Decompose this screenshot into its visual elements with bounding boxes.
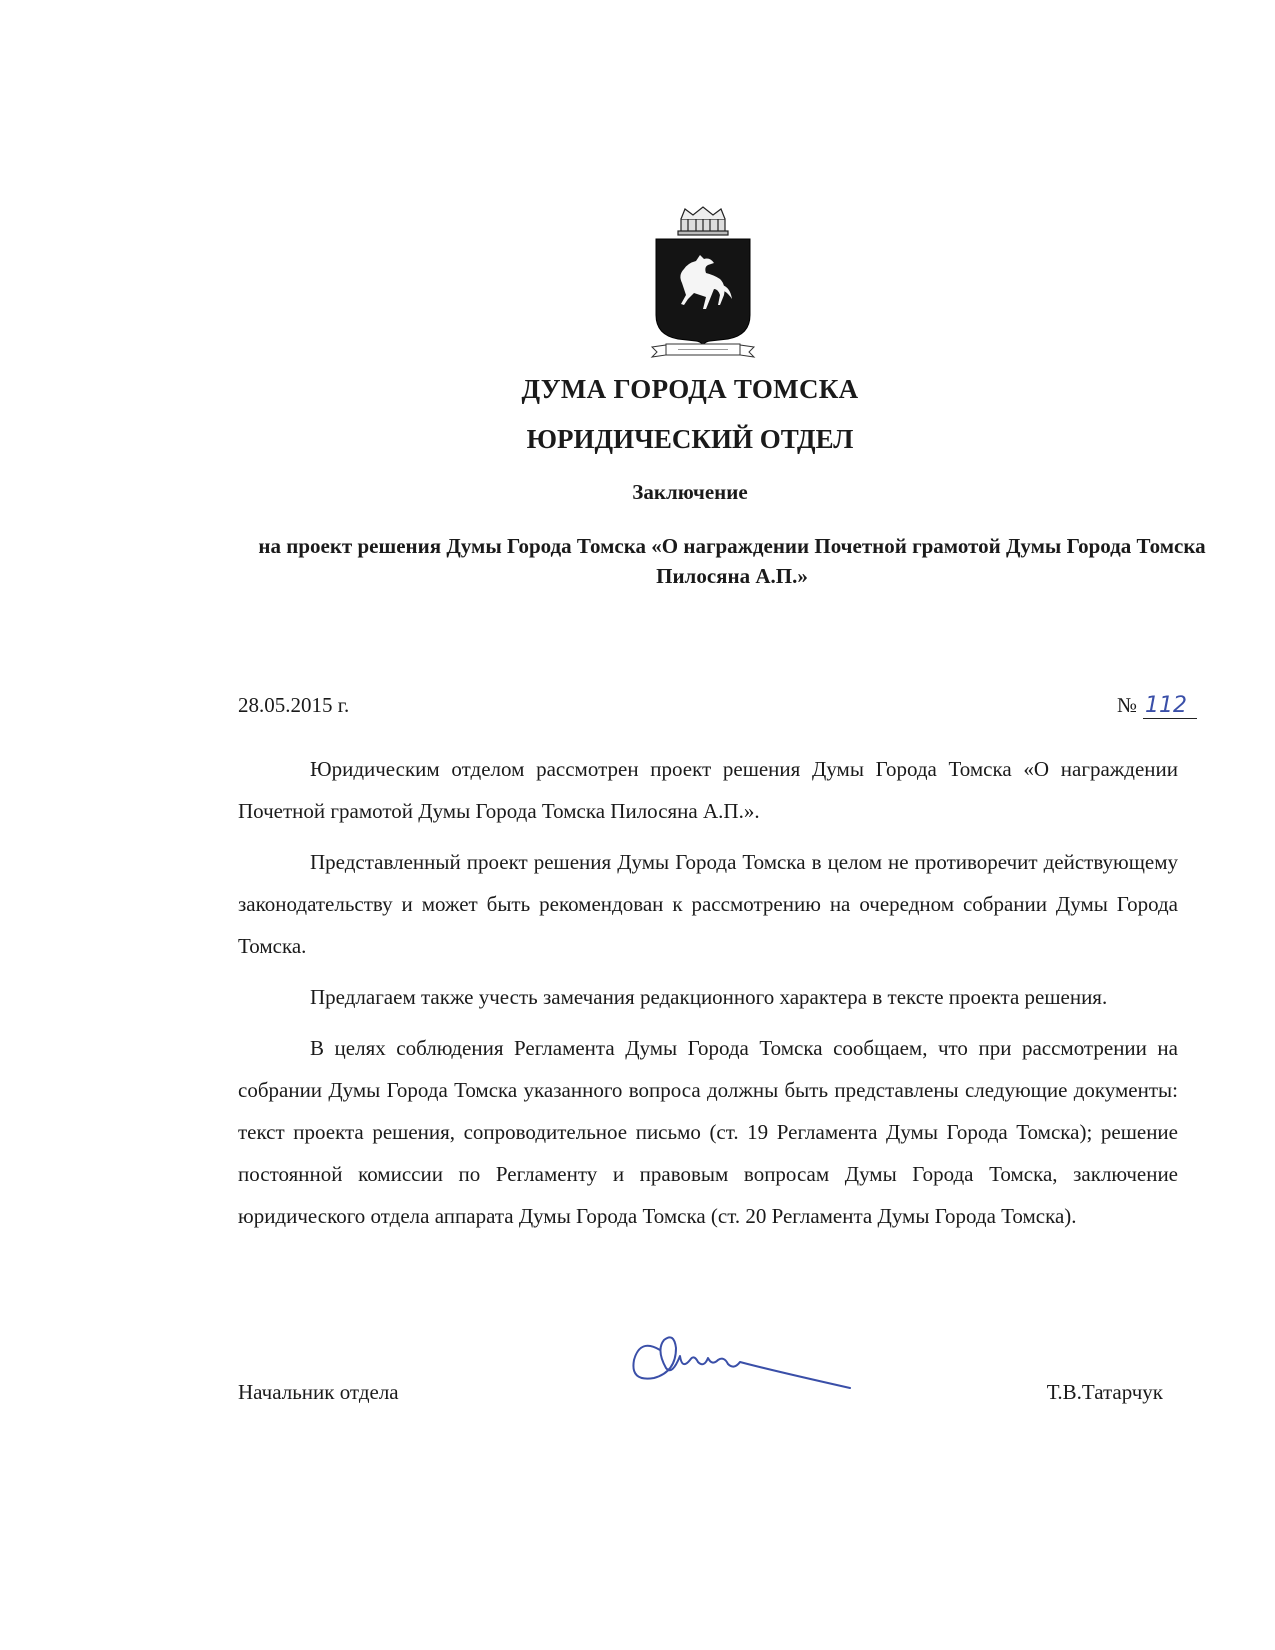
document-date: 28.05.2015 г.	[238, 693, 350, 717]
signature-icon	[620, 1310, 860, 1400]
body-paragraph: Представленный проект решения Думы Города Томска в целом не противоречит действующему законодательству и может быть рекомендован к рассмотрению на очередном собрании Думы Города Томска.	[238, 850, 1178, 958]
number-value: 112	[1143, 693, 1197, 719]
organization-name: ДУМА ГОРОДА ТОМСКА	[521, 374, 859, 404]
document-subject: на проект решения Думы Города Томска «О награждении Почетной грамотой Думы Города Томска Пилосяна А.П.»	[258, 534, 1206, 588]
department-name: ЮРИДИЧЕСКИЙ ОТДЕЛ	[526, 424, 854, 454]
ribbon-icon	[652, 344, 754, 357]
coat-of-arms-icon	[648, 205, 758, 365]
body-paragraph: Юридическим отделом рассмотрен проект решения Думы Города Томска «О награждении Почетной грамотой Думы Города Томска Пилосяна А.П.».	[238, 757, 1178, 823]
number-label: №	[1117, 693, 1138, 717]
document-type: Заключение	[632, 480, 748, 504]
document-number	[1117, 693, 1197, 718]
signer-name: Т.В.Татарчук	[1046, 1380, 1163, 1404]
document-body	[238, 748, 1178, 1246]
body-paragraph: В целях соблюдения Регламента Думы Города Томска сообщаем, что при рассмотрении на собрании Думы Города Томска указанного вопроса должны быть представлены следующие документы: текст проекта решения, сопроводительное письмо (ст. 19 Регламента Думы Города Томска); решение постоянной комиссии по Регламенту и правовым вопросам Думы Города Томска, заключение юридического отдела аппарата Думы Города Томска (ст. 20 Регламента Думы Города Томска).	[238, 1036, 1178, 1228]
signer-title: Начальник отдела	[238, 1380, 399, 1404]
crown-icon	[678, 207, 728, 235]
body-paragraph: Предлагаем также учесть замечания редакционного характера в тексте проекта решения.	[310, 985, 1108, 1009]
